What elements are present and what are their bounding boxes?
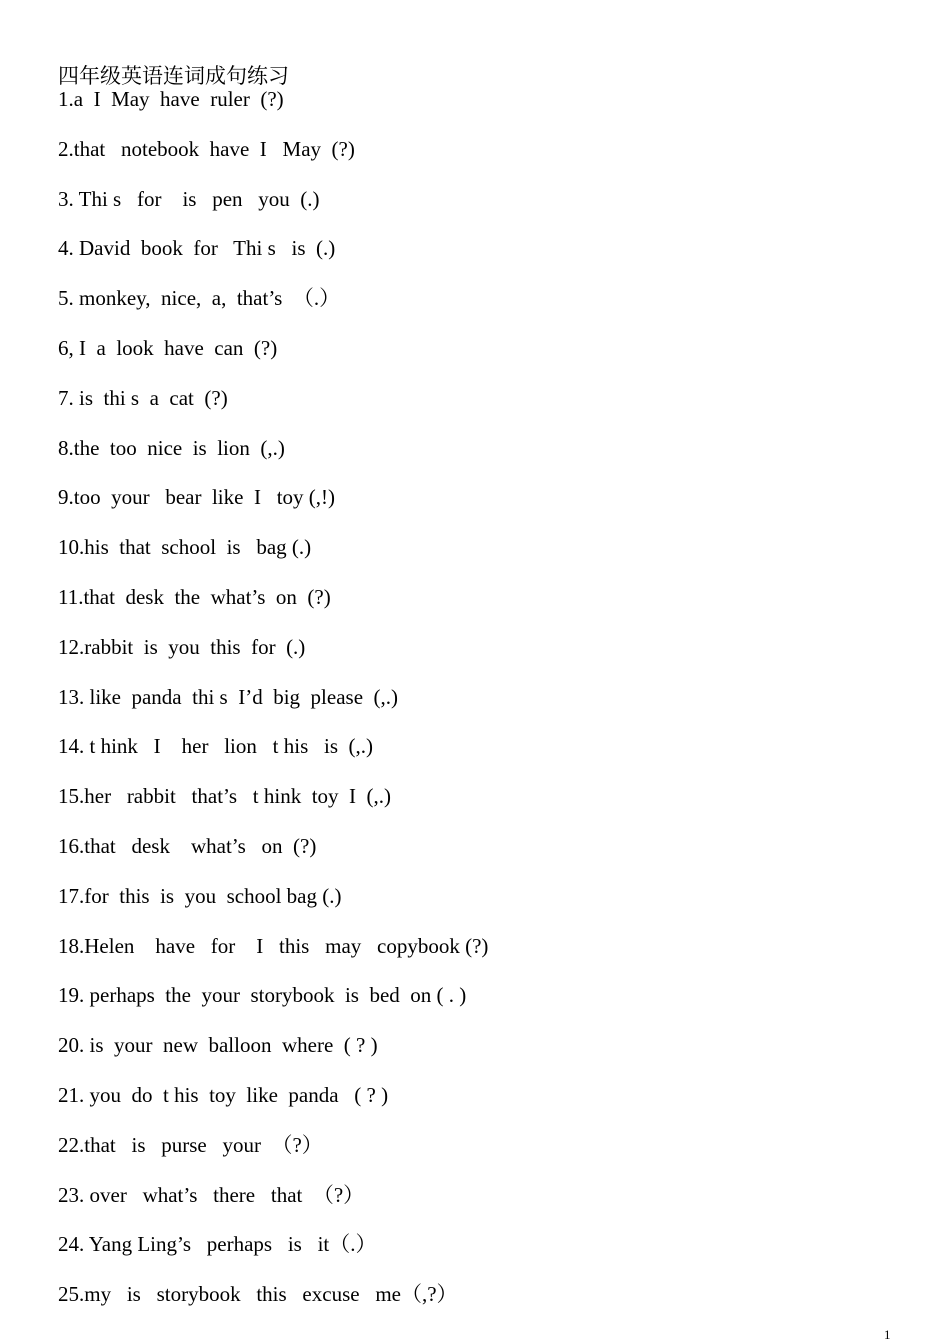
exercise-item-17: 17.for this is you school bag (.) — [58, 883, 342, 908]
exercise-item-4: 4. David book for Thi s is (.) — [58, 236, 336, 261]
exercise-item-16: 16.that desk what’s on (?) — [58, 833, 317, 858]
exercise-item-13: 13. like panda thi s I’d big please (,.) — [58, 684, 398, 709]
exercise-item-22: 22.that is purse your （?） — [58, 1132, 323, 1157]
exercise-item-2: 2.that notebook have I May (?) — [58, 136, 355, 161]
page-number: 1 — [884, 1327, 891, 1342]
exercise-item-3: 3. Thi s for is pen you (.) — [58, 186, 320, 211]
exercise-item-9: 9.too your bear like I toy (,!) — [58, 485, 336, 510]
exercise-item-12: 12.rabbit is you this for (.) — [58, 634, 306, 659]
exercise-item-5: 5. monkey, nice, a, that’s （.） — [58, 286, 341, 311]
exercise-item-14: 14. t hink I her lion t his is (,.) — [58, 734, 373, 759]
exercise-item-24: 24. Yang Ling’s perhaps is it（.） — [58, 1232, 377, 1257]
exercise-item-7: 7. is thi s a cat (?) — [58, 385, 228, 410]
exercise-item-15: 15.her rabbit that’s t hink toy I (,.) — [58, 784, 392, 809]
exercise-item-19: 19. perhaps the your storybook is bed on ( . ) — [58, 983, 467, 1008]
exercise-item-1: 1.a I May have ruler (?) — [58, 87, 284, 111]
exercise-item-11: 11.that desk the what’s on (?) — [58, 584, 331, 609]
exercise-item-20: 20. is your new balloon where ( ? ) — [58, 1033, 378, 1058]
document-title: 四年级英语连词成句练习 — [58, 64, 289, 88]
exercise-list — [58, 86, 488, 1331]
exercise-item-23: 23. over what’s there that （?） — [58, 1182, 365, 1207]
exercise-item-6: 6, I a look have can (?) — [58, 335, 278, 360]
exercise-item-10: 10.his that school is bag (.) — [58, 535, 312, 560]
exercise-item-25: 25.my is storybook this excuse me（,?） — [58, 1282, 458, 1307]
exercise-item-21: 21. you do t his toy like panda ( ? ) — [58, 1082, 389, 1107]
exercise-item-8: 8.the too nice is lion (,.) — [58, 435, 285, 460]
exercise-item-18: 18.Helen have for I this may copybook (?) — [58, 933, 489, 958]
